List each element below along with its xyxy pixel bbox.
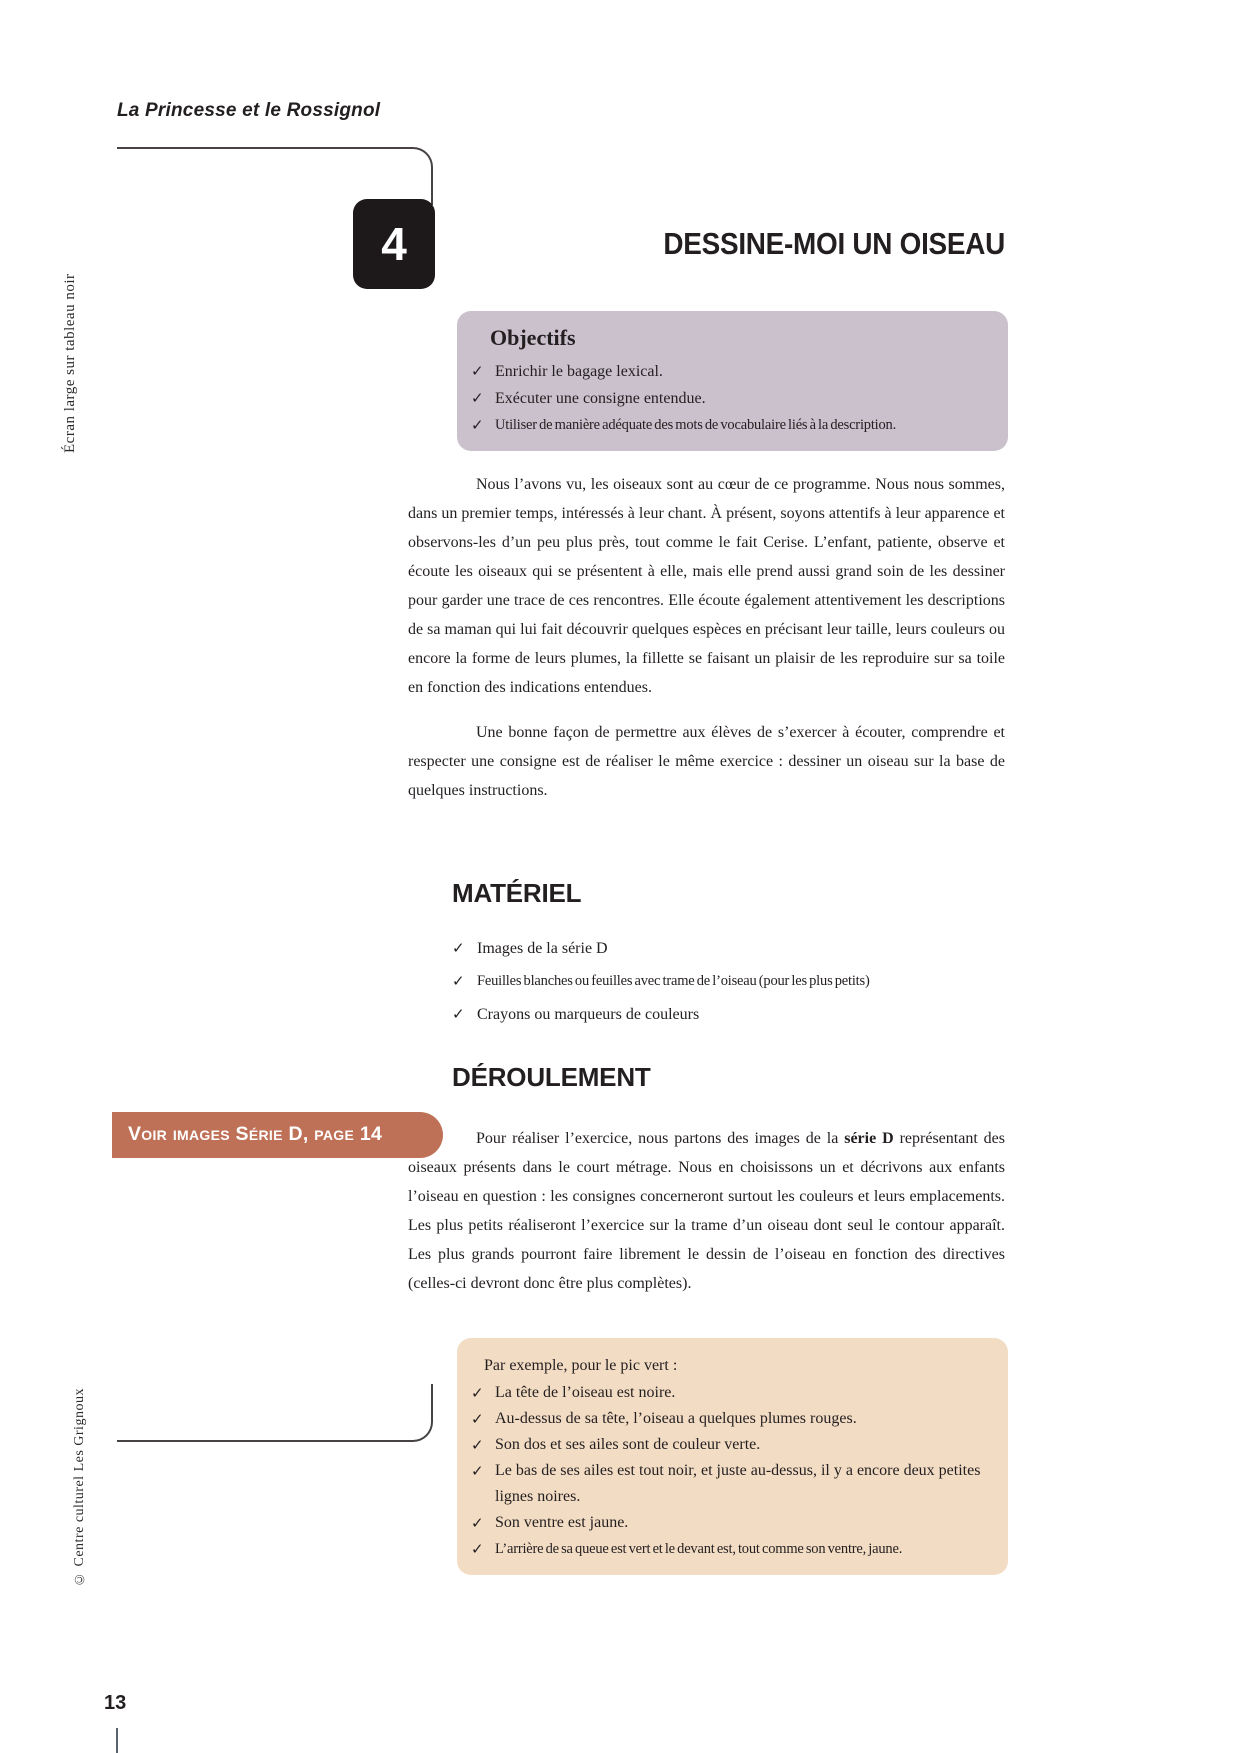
example-item xyxy=(471,1536,992,1562)
materiel-item xyxy=(452,965,1008,998)
margin-collection-title: Écran large sur tableau noir xyxy=(62,273,78,453)
materiel-item xyxy=(452,932,1008,965)
example-box xyxy=(457,1338,1008,1575)
objective-item-label: Utiliser de manière adéquate des mots de vocabulaire liés à la description. xyxy=(495,417,897,433)
materiel-item-label: Images de la série D xyxy=(477,940,608,957)
check-icon: ✓ xyxy=(452,972,465,990)
materiel-item xyxy=(452,998,1008,1031)
margin-copyright: © Centre culturel Les Grignoux xyxy=(72,1388,87,1586)
check-icon: ✓ xyxy=(471,1384,484,1402)
intro-paragraph: Une bonne façon de permettre aux élèves de s’exercer à écouter, comprendre et respecter une consigne est de réaliser le même exercice : dessiner un oiseau sur la base de quelques instructions. xyxy=(408,724,1005,799)
materiel-item-label: Feuilles blanches ou feuilles avec trame de l’oiseau (pour les plus petits) xyxy=(477,973,870,989)
deroulement-section xyxy=(408,1124,1005,1298)
chapter-number-badge xyxy=(353,199,435,289)
example-item xyxy=(471,1432,992,1458)
objective-item-label: Exécuter une consigne entendue. xyxy=(495,390,706,407)
objective-item xyxy=(471,358,994,385)
example-item xyxy=(471,1406,992,1432)
series-page-reference-label: Voir images Série D, page 14 xyxy=(112,1112,443,1158)
check-icon: ✓ xyxy=(471,389,484,407)
example-item-label: Au-dessus de sa tête, l’oiseau a quelques plumes rouges. xyxy=(495,1410,857,1427)
objective-item xyxy=(471,385,994,412)
check-icon: ✓ xyxy=(471,1514,484,1532)
book-title: La Princesse et le Rossignol xyxy=(117,100,381,121)
check-icon: ✓ xyxy=(452,939,465,957)
check-icon: ✓ xyxy=(452,1005,465,1023)
example-item xyxy=(471,1380,992,1406)
bottom-corner-rule xyxy=(117,1384,433,1442)
materiel-heading: MATÉRIEL xyxy=(452,878,582,908)
chapter-title: DESSINE-MOI UN OISEAU xyxy=(663,226,1005,261)
objective-item xyxy=(471,412,994,439)
objective-item-label: Enrichir le bagage lexical. xyxy=(495,363,663,380)
objectives-title: Objectifs xyxy=(490,325,576,350)
example-item-label: La tête de l’oiseau est noire. xyxy=(495,1384,676,1401)
example-item-label: Le bas de ses ailes est tout noir, et juste au-dessus, il y a encore deux petites lignes noires. xyxy=(495,1462,981,1505)
intro-section xyxy=(408,470,1005,805)
objectives-box xyxy=(457,311,1008,451)
intro-paragraph: Nous l’avons vu, les oiseaux sont au cœur de ce programme. Nous nous sommes, dans un premier temps, intéressés à leur chant. À présent, soyons attentifs à leur apparence et observons-les d’un peu plus près, tout comme le fait Cerise. L’enfant, patiente, observe et écoute les oiseaux qui se présentent à elle, mais elle prend aussi grand soin de les dessiner pour garder une trace de ces rencontres. Elle écoute également attentivement les descriptions de sa maman qui lui fait découvrir quelques espèces en précisant leur taille, leurs couleurs ou encore la forme de leurs plumes, la fillette se faisant un plaisir de les reproduire sur sa toile en fonction des indications entendues. xyxy=(408,476,1005,696)
deroulement-paragraph: Pour réaliser l’exercice, nous partons des images de la série D représentant des oiseaux présents dans le court métrage. Nous en choisissons un et décrivons aux enfants l’oiseau en question : les consignes concerneront surtout les couleurs et leurs emplacements. Les plus petits réaliseront l’exercice sur la trame d’un oiseau dont seul le contour apparaît. Les plus grands pourront faire librement le dessin de l’oiseau en fonction des directives (celles-ci devront donc être plus complètes). xyxy=(408,1130,1006,1292)
example-item xyxy=(471,1510,992,1536)
check-icon: ✓ xyxy=(471,1436,484,1454)
example-item-label: Son dos et ses ailes sont de couleur verte. xyxy=(495,1436,761,1453)
materiel-item-label: Crayons ou marqueurs de couleurs xyxy=(477,1006,700,1023)
check-icon: ✓ xyxy=(471,362,484,380)
check-icon: ✓ xyxy=(471,1540,484,1558)
example-intro: Par exemple, pour le pic vert : xyxy=(484,1357,678,1374)
materiel-list xyxy=(452,932,1008,1031)
example-item-label: L’arrière de sa queue est vert et le devant est, tout comme son ventre, jaune. xyxy=(495,1541,903,1557)
check-icon: ✓ xyxy=(471,416,484,434)
chapter-number: 4 xyxy=(381,218,407,270)
deroulement-heading: DÉROULEMENT xyxy=(452,1062,651,1092)
top-corner-rule xyxy=(117,147,433,205)
page-number: 13 xyxy=(104,1692,127,1714)
example-item-label: Son ventre est jaune. xyxy=(495,1514,629,1531)
check-icon: ✓ xyxy=(471,1462,484,1480)
bottom-edge-tick xyxy=(116,1728,118,1753)
example-item xyxy=(471,1458,992,1510)
check-icon: ✓ xyxy=(471,1410,484,1428)
